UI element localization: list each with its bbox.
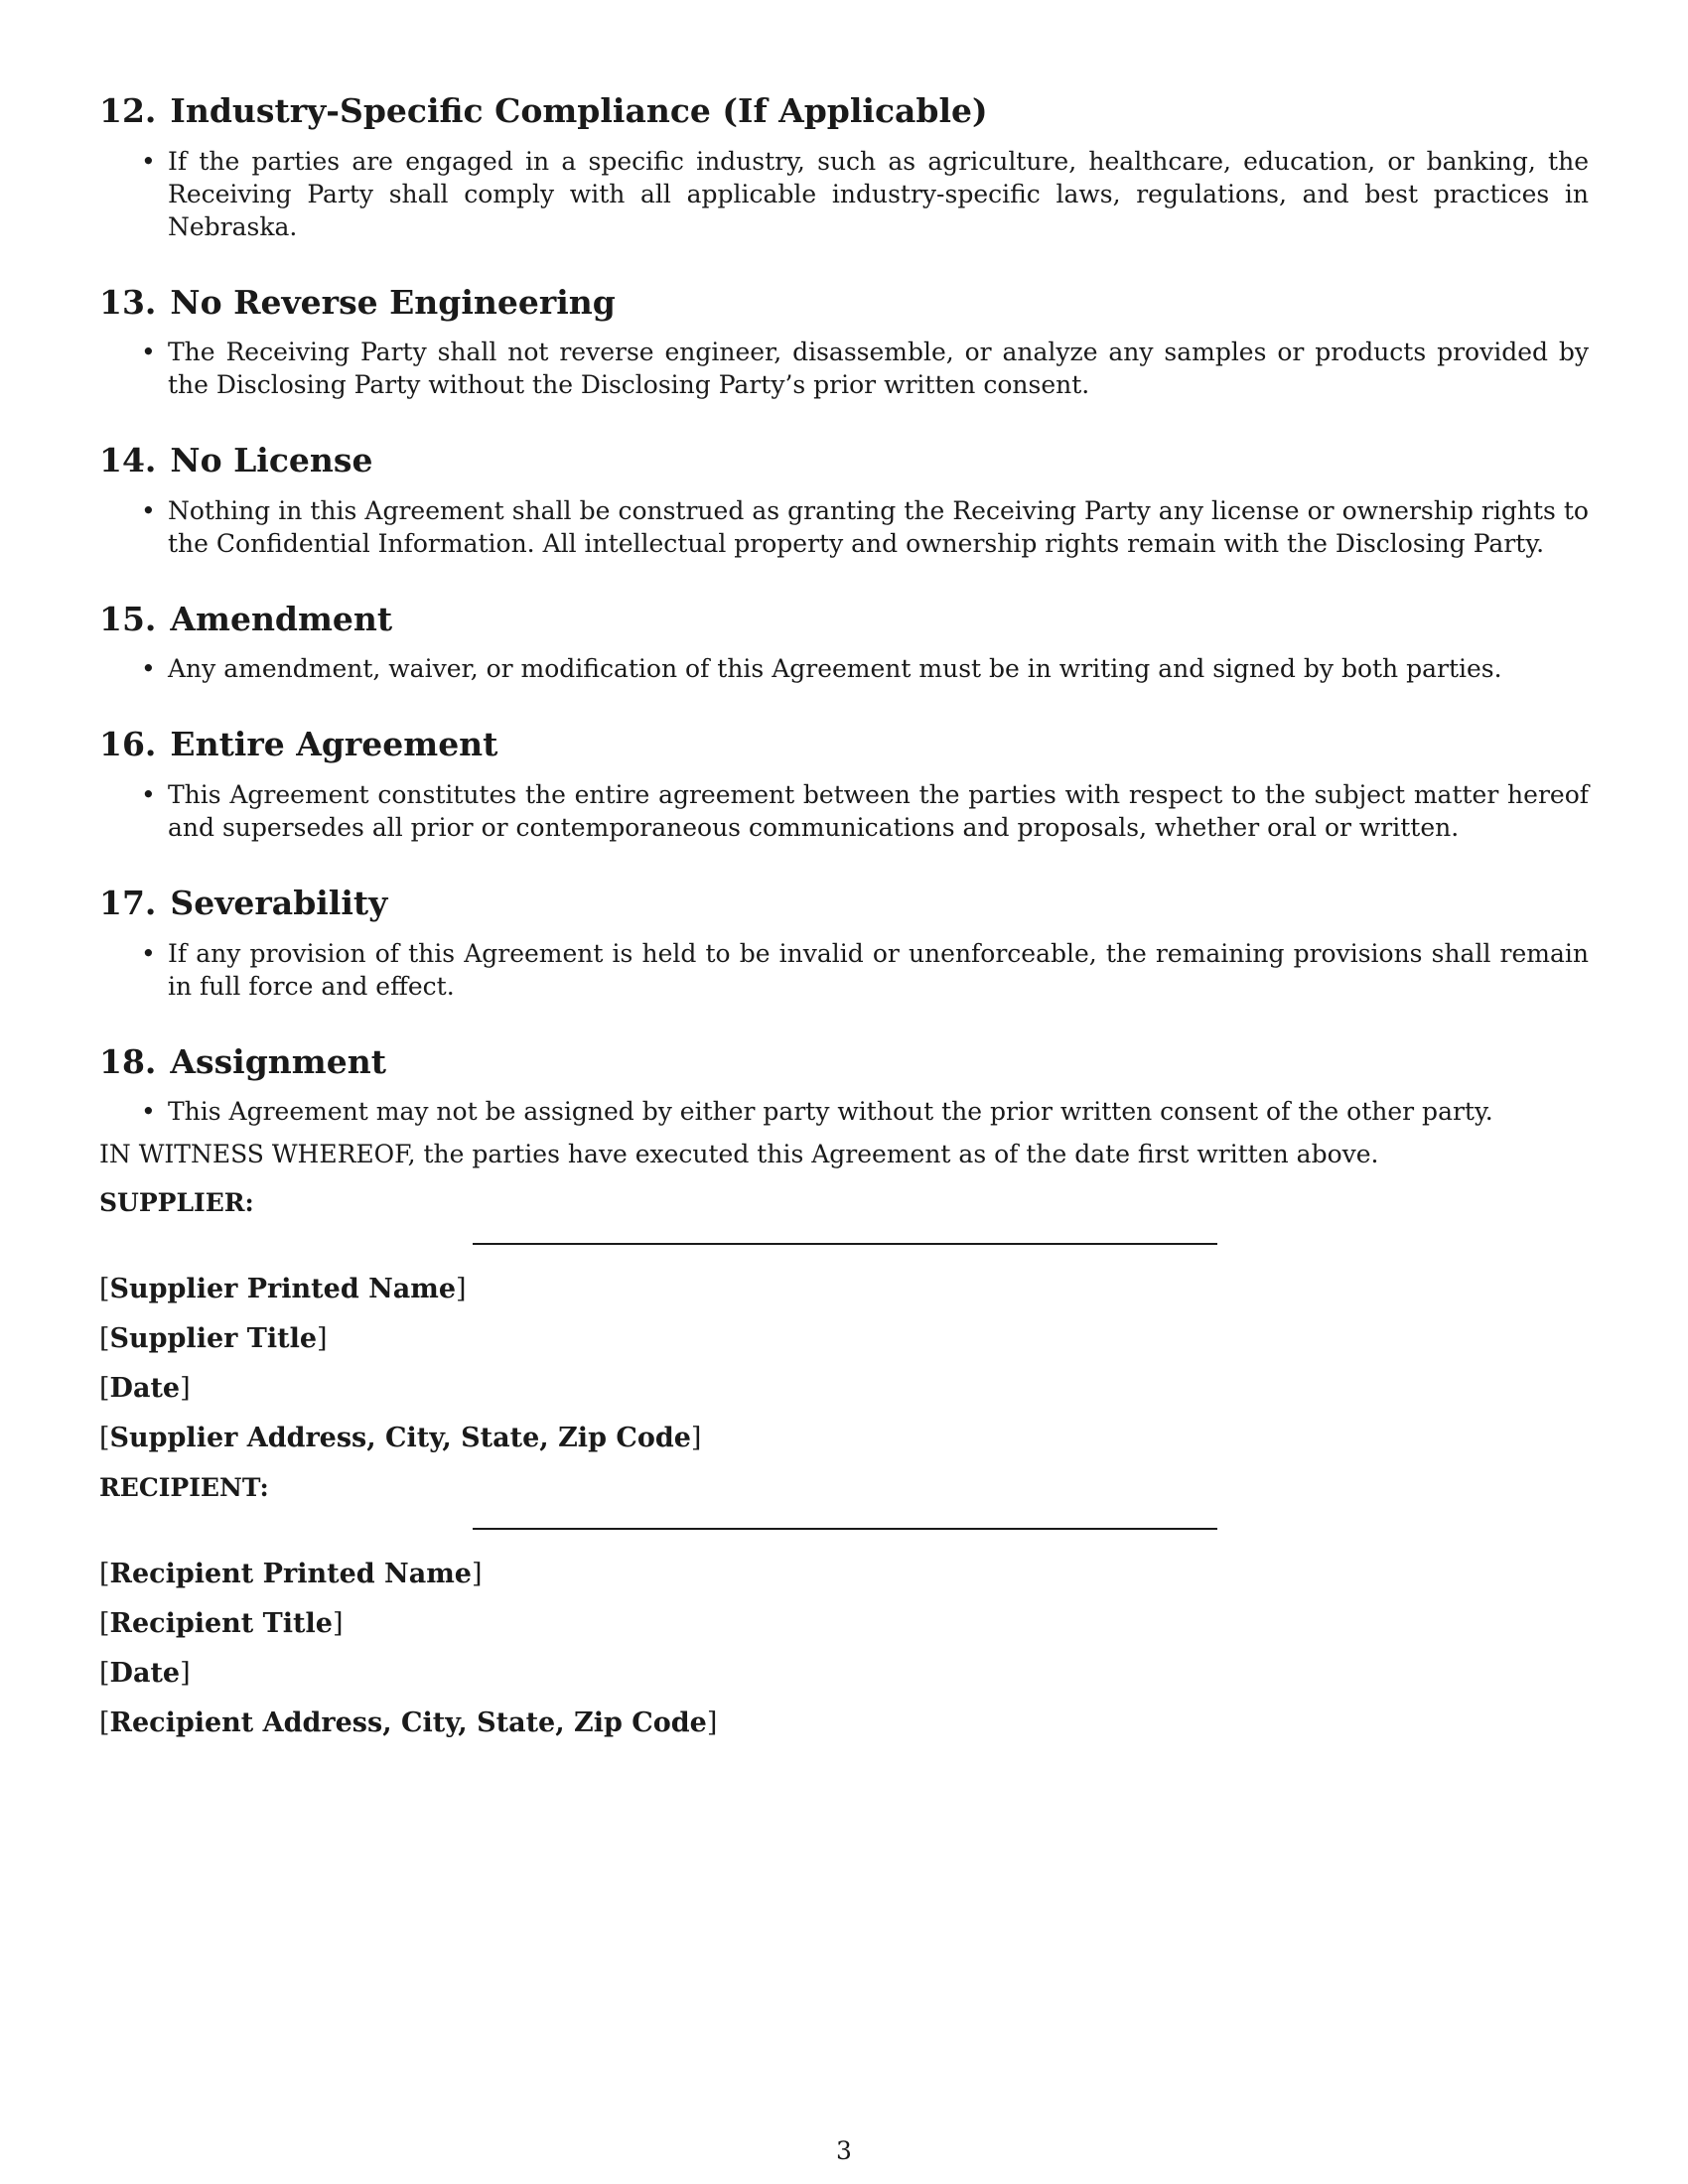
section-12 [99, 91, 1589, 243]
section-number: 14. [99, 441, 157, 480]
page-number: 3 [836, 2136, 852, 2165]
section-heading [99, 441, 1589, 480]
section-title: Assignment [170, 1041, 386, 1081]
bullet-list [99, 1095, 1589, 1128]
section-title: Amendment [170, 599, 393, 638]
section-title: No Reverse Engineering [170, 282, 616, 322]
supplier-printed-name-text: Supplier Printed Name [109, 1274, 457, 1305]
section-number: 18. [99, 1041, 157, 1081]
section-18 [99, 1042, 1589, 1129]
section-heading [99, 1042, 1589, 1082]
section-heading [99, 91, 1589, 131]
section-title: No License [170, 441, 373, 480]
recipient-label: RECIPIENT: [99, 1473, 269, 1503]
bullet-item: • The Receiving Party shall not reverse engineer, disassemble, or analyze any samples or products provided by the Disclosing Party without the Disclosing Party’s prior written consent. [99, 336, 1589, 401]
supplier-signature-line [473, 1243, 1217, 1245]
bullet-item: • If any provision of this Agreement is held to be invalid or unenforceable, the remaining provisions shall remain in full force and effect. [99, 937, 1589, 1003]
bullet-list [99, 778, 1589, 844]
recipient-title: [Recipient Title] [99, 1608, 344, 1640]
bullet-list [99, 937, 1589, 1003]
section-13 [99, 283, 1589, 402]
section-heading [99, 884, 1589, 923]
section-number: 13. [99, 282, 157, 322]
section-number: 17. [99, 883, 157, 922]
section-title: Industry-Specific Compliance (If Applicable) [170, 91, 988, 130]
bullet-list [99, 336, 1589, 401]
bullet-item: • This Agreement constitutes the entire agreement between the parties with respect to the subject matter hereof and supersedes all prior or contemporaneous communications and proposals, whether oral or written. [99, 778, 1589, 844]
section-number: 15. [99, 599, 157, 638]
section-heading [99, 725, 1589, 764]
supplier-address: [Supplier Address, City, State, Zip Code] [99, 1423, 702, 1454]
section-title: Severability [170, 883, 388, 922]
supplier-signature-block [99, 1186, 1589, 1455]
supplier-label: SUPPLIER: [99, 1188, 254, 1218]
bullet-list [99, 145, 1589, 243]
section-15 [99, 600, 1589, 686]
supplier-title: [Supplier Title] [99, 1323, 328, 1355]
section-number: 16. [99, 725, 157, 764]
recipient-signature-block [99, 1471, 1589, 1740]
section-16 [99, 725, 1589, 844]
supplier-printed-name: [Supplier Printed Name] [99, 1274, 467, 1305]
section-title: Entire Agreement [170, 725, 498, 764]
bullet-list [99, 652, 1589, 685]
bullet-list [99, 494, 1589, 560]
recipient-date-text: Date [109, 1658, 181, 1690]
recipient-address: [Recipient Address, City, State, Zip Code] [99, 1707, 718, 1739]
section-14 [99, 441, 1589, 560]
recipient-date: [Date] [99, 1658, 191, 1690]
recipient-signature-line [473, 1528, 1217, 1530]
section-heading [99, 283, 1589, 323]
supplier-date-text: Date [109, 1373, 181, 1405]
supplier-date: [Date] [99, 1373, 191, 1405]
section-17 [99, 884, 1589, 1003]
recipient-address-text: Recipient Address, City, State, Zip Code [109, 1707, 707, 1739]
bullet-item: • This Agreement may not be assigned by either party without the prior written consent of the other party. [99, 1095, 1589, 1128]
supplier-title-text: Supplier Title [109, 1323, 318, 1355]
recipient-printed-name-text: Recipient Printed Name [109, 1559, 472, 1590]
bullet-item: • Any amendment, waiver, or modification of this Agreement must be in writing and signed by both parties. [99, 652, 1589, 685]
recipient-title-text: Recipient Title [109, 1608, 333, 1640]
document-page [99, 91, 1589, 1756]
bullet-item: • Nothing in this Agreement shall be construed as granting the Receiving Party any license or ownership rights to the Confidential Information. All intellectual property and ownership rights remain with the Disclosing Party. [99, 494, 1589, 560]
recipient-printed-name: [Recipient Printed Name] [99, 1559, 483, 1590]
supplier-address-text: Supplier Address, City, State, Zip Code [109, 1423, 691, 1454]
section-heading [99, 600, 1589, 639]
bullet-item: • If the parties are engaged in a specific industry, such as agriculture, healthcare, education, or banking, the Receiving Party shall comply with all applicable industry-specific laws, regulations, and best practices in Nebraska. [99, 145, 1589, 243]
witness-statement: IN WITNESS WHEREOF, the parties have executed this Agreement as of the date first written above. [99, 1140, 1379, 1169]
section-number: 12. [99, 91, 157, 130]
